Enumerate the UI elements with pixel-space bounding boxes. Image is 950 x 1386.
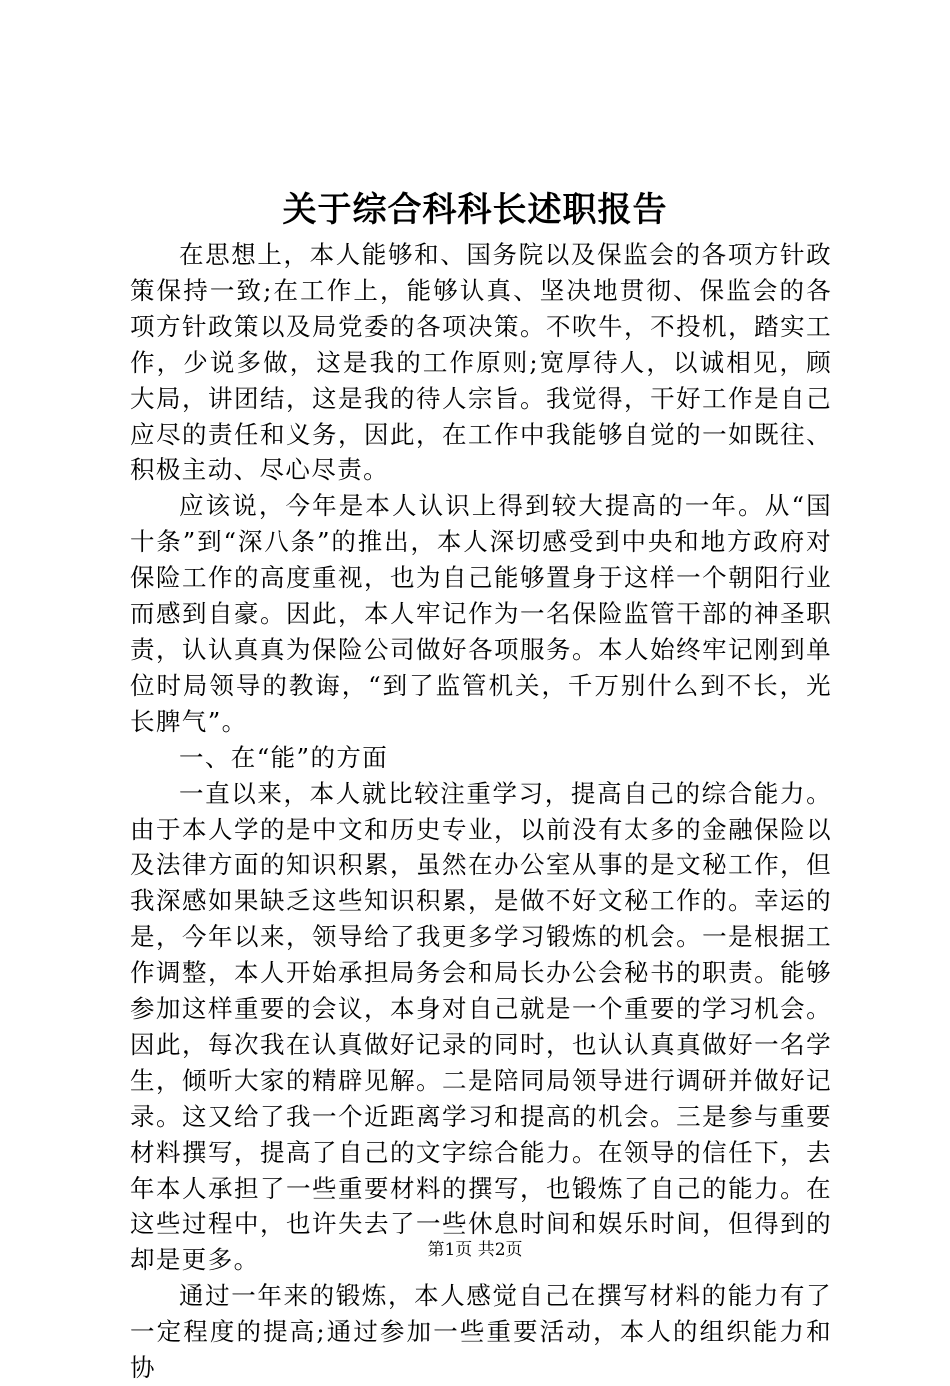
document-title: 关于综合科科长述职报告	[282, 190, 668, 230]
page-number-footer: 第1页 共2页	[427, 1240, 523, 1260]
section-heading: 一、在“能”的方面	[179, 742, 389, 772]
paragraph: 应该说，今年是本人认识上得到较大提高的一年。从“国十条”到“深八条”的推出，本人深切感受到中央和地方政府对保险工作的高度重视，也为自己能够置身于这样一个朝阳行业而感到自豪。因此，本人牢记作为一名保险监管干部的神圣职责，认认真真为保险公司做好各项服务。本人始终牢记刚到单位时局领导的教诲，“到了监管机关，千万别什么到不长，光长脾气”。	[130, 491, 832, 736]
paragraph: 在思想上，本人能够和、国务院以及保监会的各项方针政策保持一致;在工作上，能够认真、坚决地贯彻、保监会的各项方针政策以及局党委的各项决策。不吹牛，不投机，踏实工作，少说多做，这是我的工作原则;宽厚待人，以诚相见，顾大局，讲团结，这是我的待人宗旨。我觉得，干好工作是自己应尽的责任和义务，因此，在工作中我能够自觉的一如既往、积极主动、尽心尽责。	[130, 240, 832, 485]
paragraph: 通过一年来的锻炼，本人感觉自己在撰写材料的能力有了一定程度的提高;通过参加一些重要活动，本人的组织能力和协	[130, 1281, 832, 1383]
document-body	[130, 237, 832, 1386]
paragraph: 一直以来，本人就比较注重学习，提高自己的综合能力。由于本人学的是中文和历史专业，以前没有太多的金融保险以及法律方面的知识积累，虽然在办公室从事的是文秘工作，但我深感如果缺乏这些知识积累，是做不好文秘工作的。幸运的是，今年以来，领导给了我更多学习锻炼的机会。一是根据工作调整，本人开始承担局务会和局长办公会秘书的职责。能够参加这样重要的会议，本身对自己就是一个重要的学习机会。因此，每次我在认真做好记录的同时，也认认真真做好一名学生，倾听大家的精辟见解。二是陪同局领导进行调研并做好记录。这又给了我一个近距离学习和提高的机会。三是参与重要材料撰写，提高了自己的文字综合能力。在领导的信任下，去年本人承担了一些重要材料的撰写，也锻炼了自己的能力。在这些过程中，也许失去了一些休息时间和娱乐时间，但得到的却是更多。	[130, 778, 832, 1275]
